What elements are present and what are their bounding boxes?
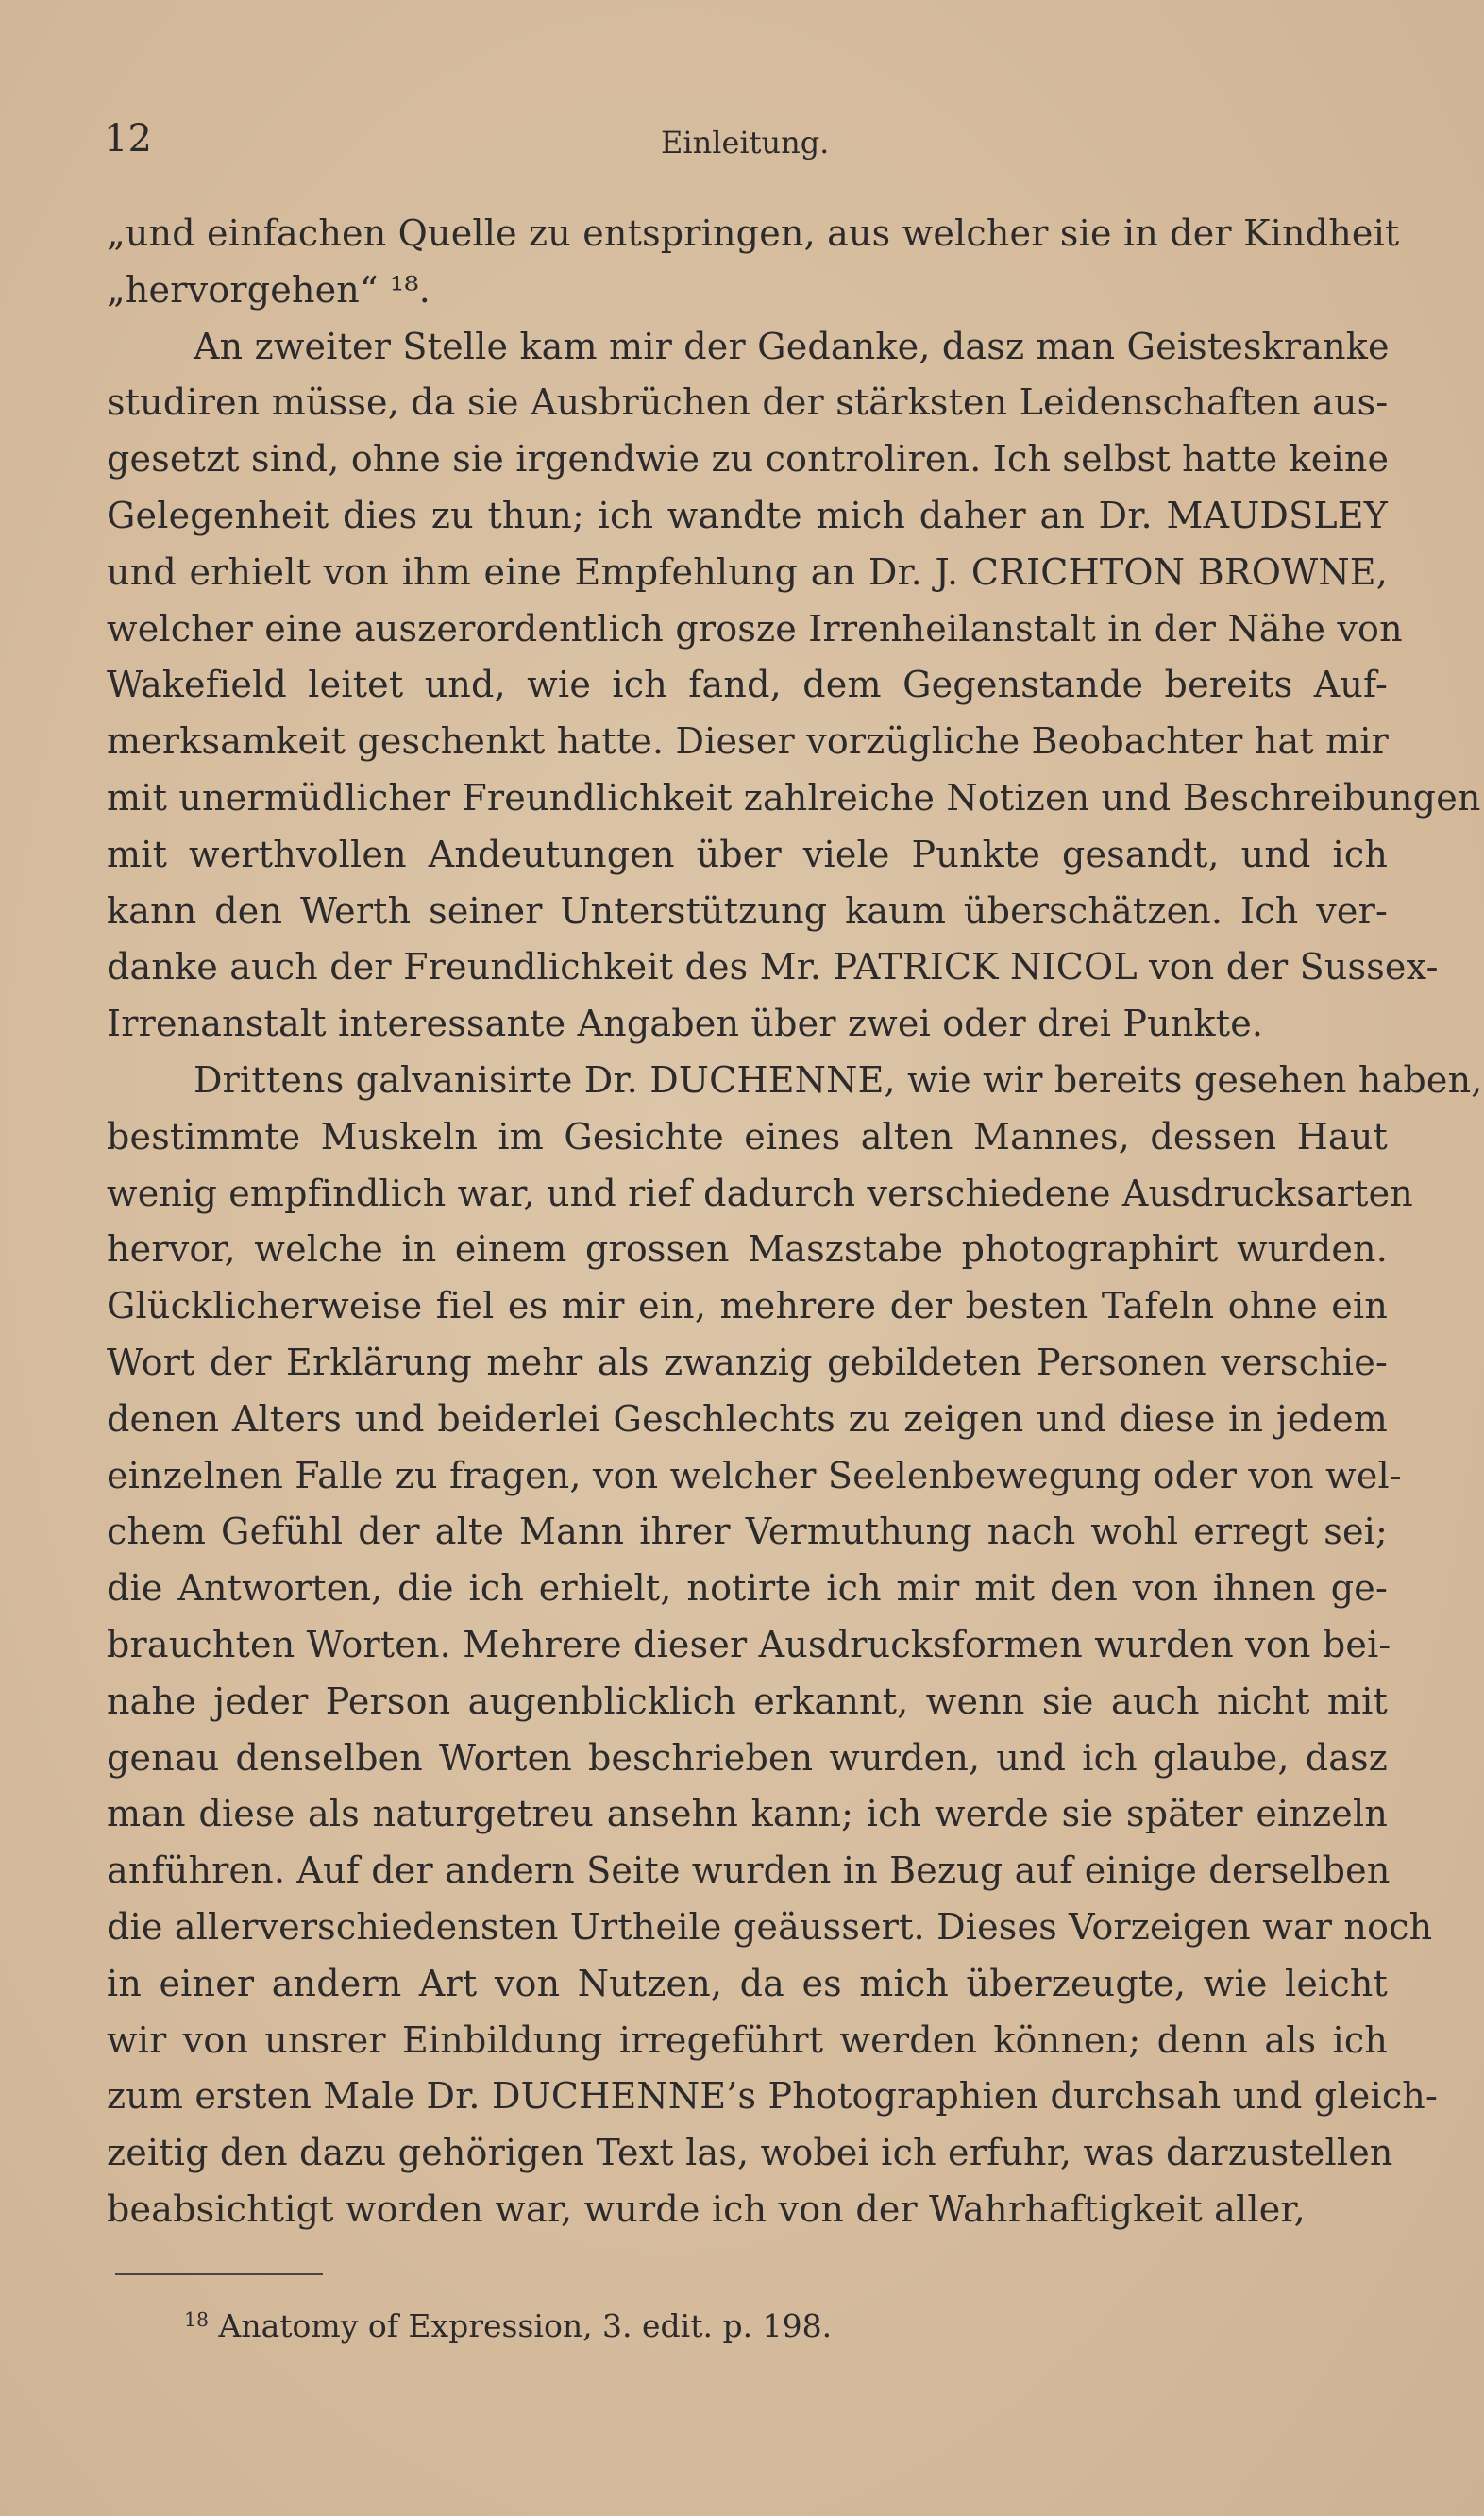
footnote-marker: 18 bbox=[184, 2307, 210, 2331]
text-line: „hervorgehen“ ¹⁸. bbox=[107, 268, 431, 311]
footnote bbox=[184, 2304, 832, 2349]
text-line: zum ersten Male Dr. DUCHENNE’s Photographien durchsah und gleich- bbox=[107, 2075, 1439, 2118]
text-line: beabsichtigt worden war, wurde ich von der Wahrhaftigkeit aller, bbox=[107, 2187, 1306, 2230]
footnote-divider bbox=[115, 2273, 323, 2275]
text-line: anführen. Auf der andern Seite wurden in Bezug auf einige derselben bbox=[107, 1849, 1391, 1892]
running-title: Einleitung. bbox=[661, 125, 830, 160]
text-line: danke auch der Freundlichkeit des Mr. PATRICK NICOL von der Sussex- bbox=[107, 946, 1439, 988]
page-number: 12 bbox=[104, 117, 152, 160]
text-line: die allerverschiedensten Urtheile geäussert. Dieses Vorzeigen war noch bbox=[107, 1905, 1433, 1948]
paragraph bbox=[107, 1053, 1483, 2238]
text-line: Gelegenheit dies zu thun; ich wandte mich daher an Dr. MAUDSLEY bbox=[107, 494, 1388, 536]
text-line: die Antworten, die ich erhielt, notirte ich mir mit den von ihnen ge- bbox=[107, 1567, 1388, 1610]
text-line: brauchten Worten. Mehrere dieser Ausdrucksformen wurden von bei- bbox=[107, 1623, 1391, 1665]
text-line: Wakefield leitet und, wie ich fand, dem Gegenstande bereits Auf- bbox=[107, 664, 1388, 706]
text-line: einzelnen Falle zu fragen, von welcher Seelenbewegung oder von wel- bbox=[107, 1454, 1402, 1496]
paragraph bbox=[107, 319, 1481, 1053]
text-line: denen Alters und beiderlei Geschlechts zu zeigen und diese in jedem bbox=[107, 1397, 1388, 1440]
paragraph bbox=[107, 206, 1400, 319]
text-line: genau denselben Worten beschrieben wurden, und ich glaube, dasz bbox=[107, 1736, 1388, 1779]
text-line: Drittens galvanisirte Dr. DUCHENNE, wie wir bereits gesehen haben, bbox=[194, 1058, 1483, 1101]
text-line: in einer andern Art von Nutzen, da es mich überzeugte, wie leicht bbox=[107, 1962, 1388, 2004]
text-line: kann den Werth seiner Unterstützung kaum überschätzen. Ich ver- bbox=[107, 889, 1388, 932]
text-line: hervor, welche in einem grossen Maszstabe photographirt wurden. bbox=[107, 1228, 1388, 1271]
text-line: Irrenanstalt interessante Angaben über zwei oder drei Punkte. bbox=[107, 1003, 1264, 1045]
text-line: welcher eine auszerordentlich grosze Irrenheilanstalt in der Nähe von bbox=[107, 607, 1403, 650]
text-line: chem Gefühl der alte Mann ihrer Vermuthung nach wohl erregt sei; bbox=[107, 1511, 1388, 1553]
text-line: gesetzt sind, ohne sie irgendwie zu controliren. Ich selbst hatte keine bbox=[107, 438, 1390, 481]
text-line: wenig empfindlich war, und rief dadurch verschiedene Ausdrucksarten bbox=[107, 1172, 1413, 1214]
text-line: und erhielt von ihm eine Empfehlung an Dr. J. CRICHTON BROWNE, bbox=[107, 550, 1388, 593]
text-line: mit werthvollen Andeutungen über viele Punkte gesandt, und ich bbox=[107, 833, 1388, 875]
text-line: mit unermüdlicher Freundlichkeit zahlreiche Notizen und Beschreibungen bbox=[107, 776, 1481, 819]
text-line: nahe jeder Person augenblicklich erkannt, wenn sie auch nicht mit bbox=[107, 1680, 1388, 1722]
main-text bbox=[107, 206, 1483, 2238]
text-line: bestimmte Muskeln im Gesichte eines alten Mannes, dessen Haut bbox=[107, 1115, 1388, 1157]
text-line: man diese als naturgetreu ansehn kann; ich werde sie später einzeln bbox=[107, 1793, 1388, 1835]
text-line: wir von unsrer Einbildung irregeführt werden können; denn als ich bbox=[107, 2018, 1388, 2061]
page-header bbox=[104, 117, 1388, 174]
text-line: Wort der Erklärung mehr als zwanzig gebildeten Personen verschie- bbox=[107, 1341, 1388, 1383]
text-line: Glücklicherweise fiel es mir ein, mehrere der besten Tafeln ohne ein bbox=[107, 1285, 1388, 1327]
text-line: merksamkeit geschenkt hatte. Dieser vorzügliche Beobachter hat mir bbox=[107, 720, 1390, 763]
text-line: studiren müsse, da sie Ausbrüchen der stärksten Leidenschaften aus- bbox=[107, 381, 1389, 424]
text-line: „und einfachen Quelle zu entspringen, aus welcher sie in der Kindheit bbox=[107, 212, 1400, 254]
footnote-text: Anatomy of Expression, 3. edit. p. 198. bbox=[218, 2307, 833, 2344]
text-line: zeitig den dazu gehörigen Text las, wobei ich erfuhr, was darzustellen bbox=[107, 2132, 1393, 2174]
text-line: An zweiter Stelle kam mir der Gedanke, dasz man Geisteskranke bbox=[194, 325, 1390, 367]
